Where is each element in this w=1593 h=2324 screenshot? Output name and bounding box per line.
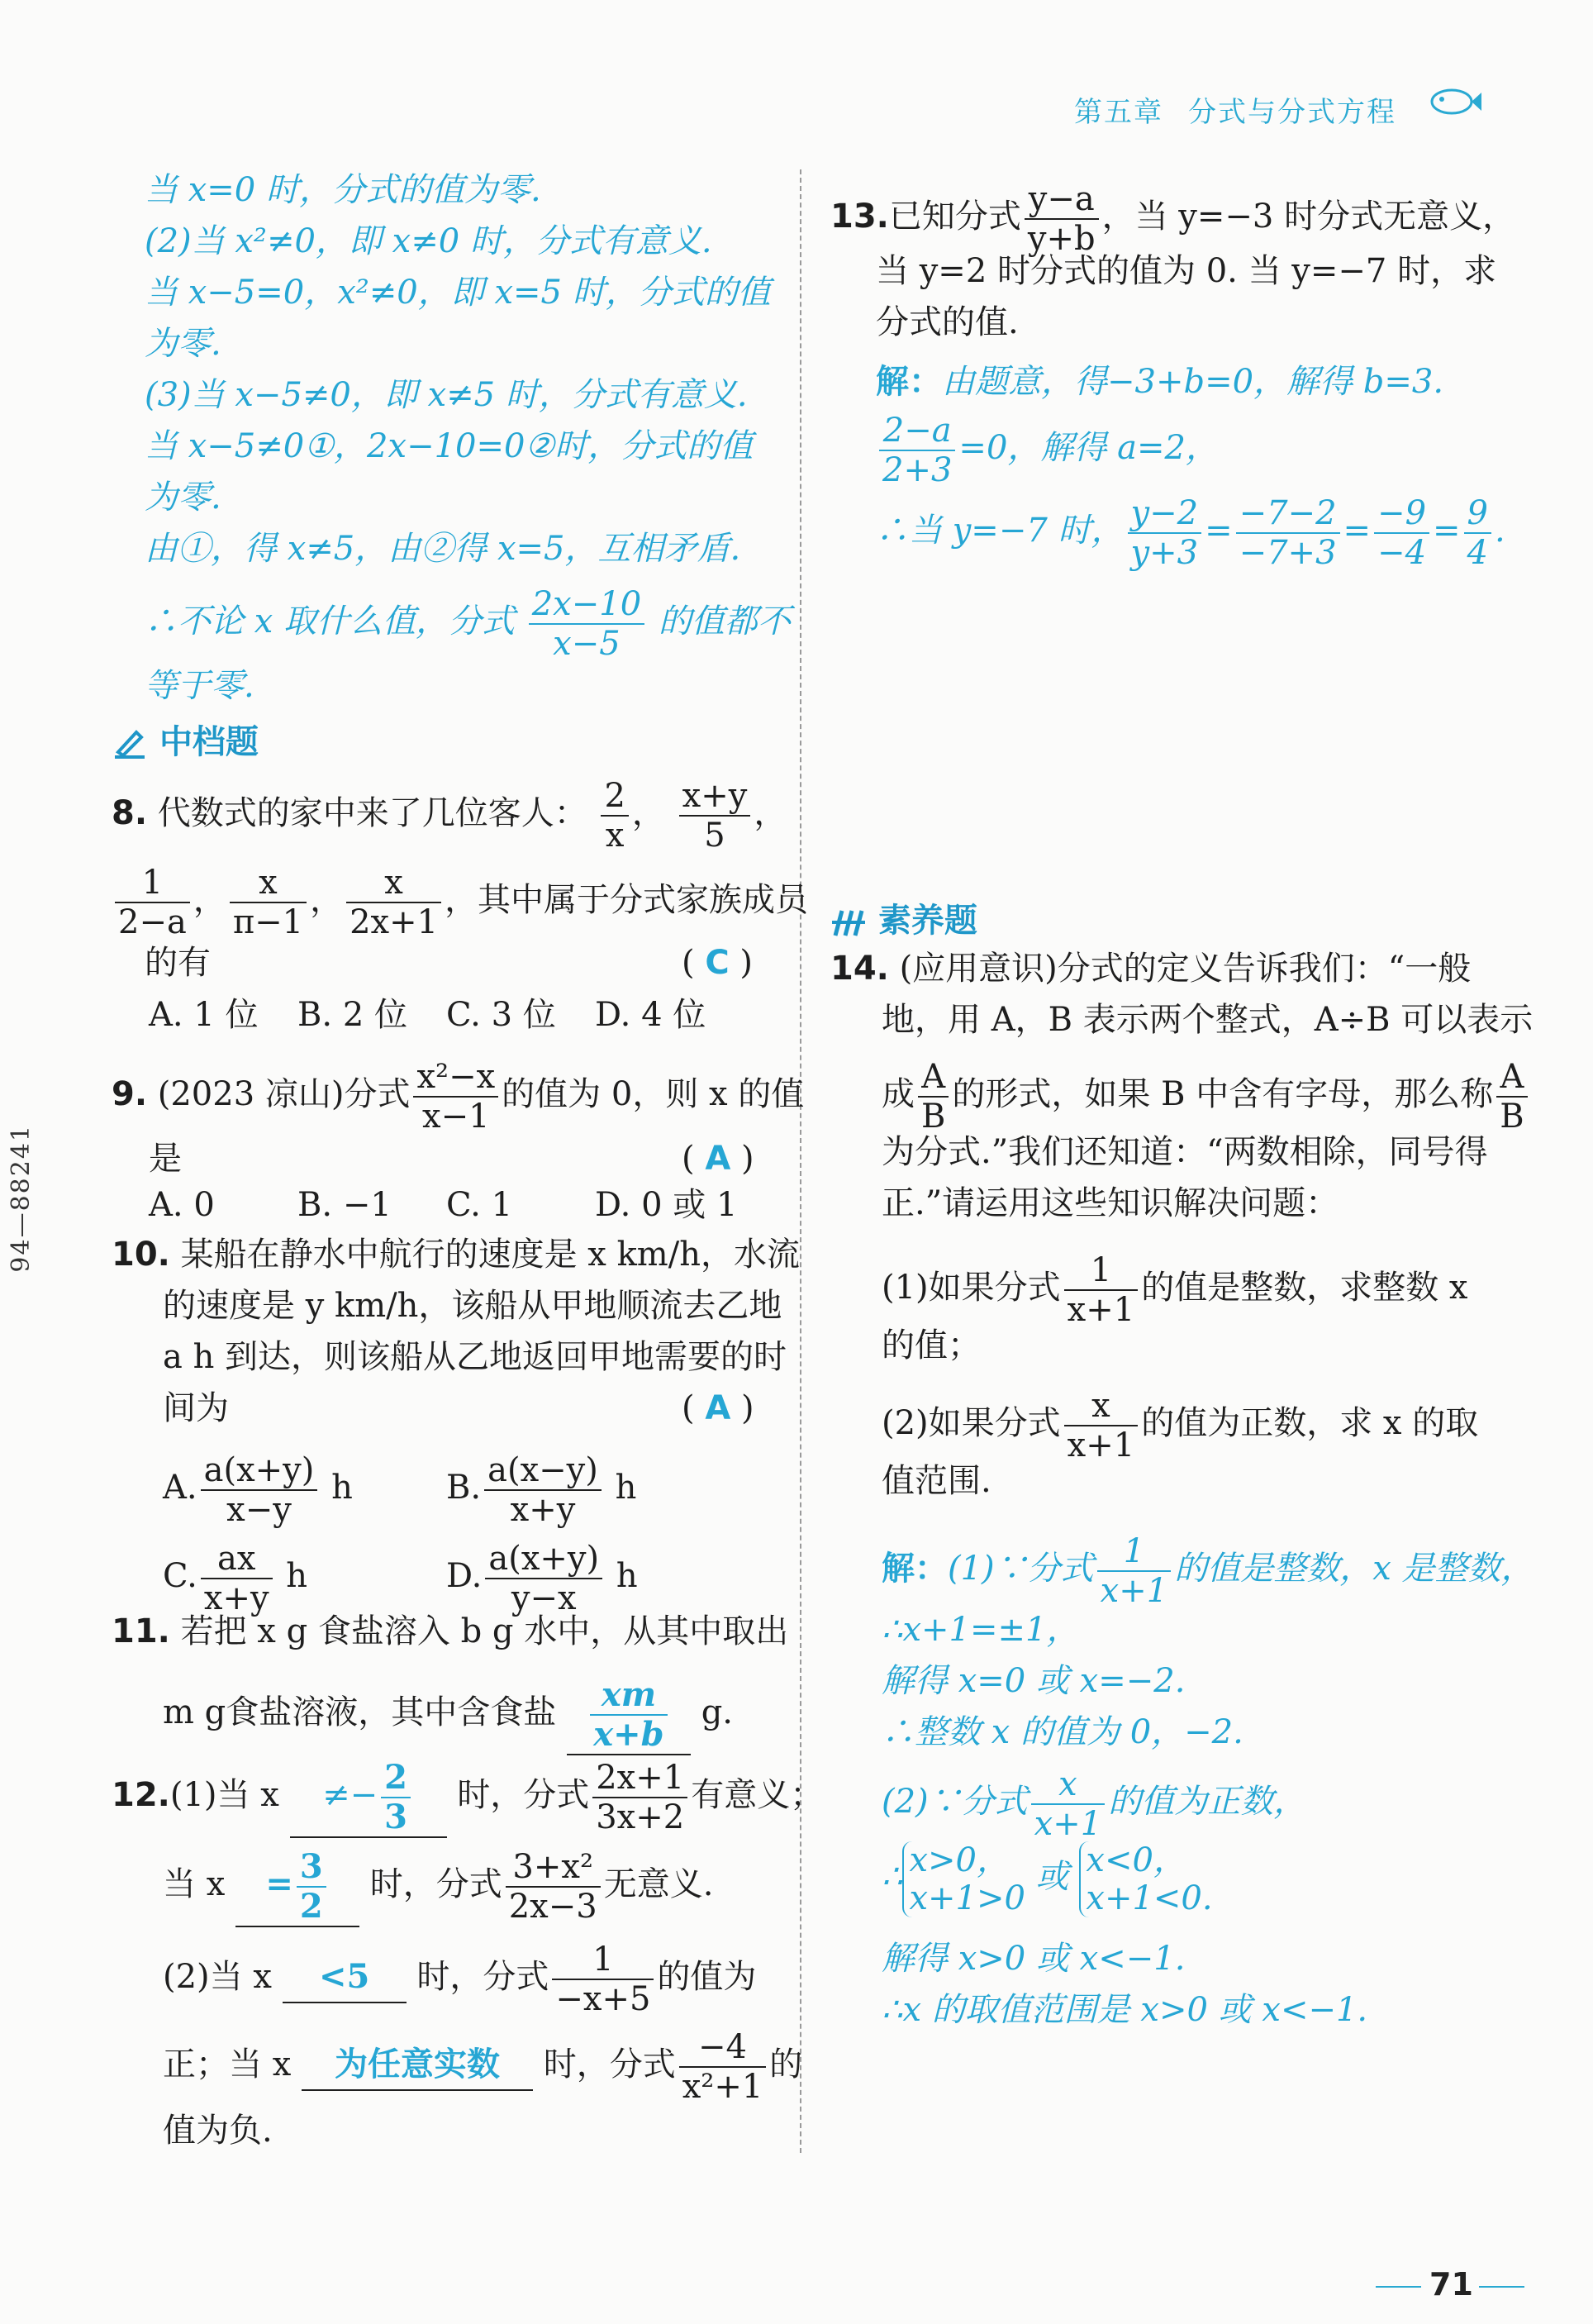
q10-option-b: B. $\frac{a(x-y)}{x+y}$ h — [446, 1451, 637, 1529]
q12-blank-1: ≠− $\frac{2}{3}$ — [290, 1759, 447, 1838]
q12-blank-2: = $\frac{3}{2}$ — [235, 1848, 359, 1927]
column-divider — [800, 169, 801, 2153]
q14-solution-4: ∴整数 x 的值为 0，−2. — [882, 1713, 1243, 1751]
sol-line: 为零. — [145, 325, 221, 363]
q10-number: 10. — [112, 1236, 170, 1274]
q10-option-d: D. $\frac{a(x+y)}{y-x}$ h — [446, 1540, 638, 1617]
pencil-icon — [112, 727, 148, 760]
q13-solution-1: 解：由题意，得−3+b=0，解得 b=3. — [876, 362, 1444, 401]
q8-option: A. 1 位 — [149, 996, 259, 1034]
fraction: $\frac{x+y}{5}$ — [679, 777, 751, 855]
chapter-label: 第五章 — [1074, 96, 1163, 129]
q8-option: B. 2 位 — [297, 996, 407, 1034]
sol-line: 为零. — [145, 479, 221, 517]
sol-line: 当 x−5≠0①，2x−10=0②时，分式的值 — [145, 427, 754, 465]
sol-line: 由①，得 x≠5，由②得 x=5，互相矛盾. — [145, 530, 741, 568]
q13-solution-2: $\frac{2-a}{2+3}$ =0，解得 a=2， — [876, 412, 1219, 489]
bars-icon — [830, 906, 867, 939]
q9-text: (2023 凉山)分式 — [157, 1075, 411, 1113]
q8-answer: ( C ) — [682, 944, 754, 982]
side-code: 94—88241 — [7, 1124, 36, 1273]
q12-blank-4: 为任意实数 — [302, 2040, 533, 2091]
q9-option: A. 0 — [149, 1186, 215, 1224]
q14-solution-6: 解得 x>0 或 x<−1. — [882, 1940, 1186, 1978]
q9-option: B. −1 — [297, 1186, 392, 1224]
fraction: $\frac{2x-10}{x-5}$ — [529, 585, 644, 663]
fraction: $\frac{2}{x}$ — [601, 777, 628, 855]
q14-solution-3: 解得 x=0 或 x=−2. — [882, 1662, 1186, 1700]
q14-solution-5: (2)∵分式 $\frac{x}{x+1}$ 的值为正数， — [882, 1765, 1307, 1843]
sol-line: ∴不论 x 取什么值，分式 $\frac{2x-10}{x-5}$ 的值都不 — [145, 585, 791, 663]
section-mid-label: 中档题 — [159, 723, 259, 761]
chapter-header — [1074, 89, 1396, 130]
q9-text-end: 是 — [149, 1140, 182, 1178]
page-number: 71 — [1429, 2266, 1473, 2303]
section-core-label: 素养题 — [877, 902, 977, 940]
q10-option-c: C. $\frac{ax}{x+y}$ h — [163, 1540, 308, 1617]
sol-line: 等于零. — [145, 667, 254, 705]
section-core — [830, 894, 977, 941]
q14-solution-system: ∴ x>0， x+1>0 或 x<0， x+1<0. — [882, 1841, 1213, 1917]
q13-number: 13. — [830, 198, 889, 236]
q8-option: D. 4 位 — [595, 996, 706, 1034]
sol-line: (2)当 x²≠0，即 x≠0 时，分式有意义. — [145, 222, 712, 260]
chapter-title: 分式与分式方程 — [1188, 96, 1396, 129]
page-number-rule — [1479, 2286, 1524, 2288]
q14-number: 14. — [830, 950, 889, 988]
q10-answer: ( A ) — [682, 1389, 754, 1427]
sol-line: 当 x=0 时，分式的值为零. — [145, 171, 541, 209]
fraction: $\frac{\text{x²−x}}{x-1}$ — [413, 1058, 498, 1136]
page-number-rule — [1376, 2286, 1421, 2288]
q9-number: 9. — [112, 1075, 148, 1113]
q8-number: 8. — [112, 794, 148, 832]
q14-solution-2: ∴x+1=±1， — [882, 1611, 1080, 1649]
sol-line: 当 x−5=0，x²≠0，即 x=5 时，分式的值 — [145, 274, 771, 312]
fish-icon — [1425, 81, 1483, 122]
q11-number: 11. — [112, 1612, 170, 1650]
q12-blank-3: <5 — [283, 1952, 407, 2003]
sol-line: (3)当 x−5≠0，即 x≠5 时，分式有意义. — [145, 376, 748, 414]
fraction: $\frac{x}{\pi-1}$ — [230, 864, 307, 941]
fraction: $\frac{x}{2x+1}$ — [346, 864, 441, 941]
q8-option: C. 3 位 — [446, 996, 556, 1034]
q11-blank: $\frac{xm}{x+b}$ — [567, 1676, 691, 1755]
q10-option-a: A. $\frac{a(x+y)}{x-y}$ h — [163, 1451, 353, 1529]
q8-text: 代数式的家中来了几位客人： — [157, 794, 587, 832]
q14-solution-1: 解：(1)∵分式 $\frac{1}{x+1}$ 的值是整数，x 是整数， — [882, 1532, 1534, 1610]
workbook-page: 第五章 分式与分式方程 当 x=0 时，分式的值为零. (2)当 x²≠0，即 x≠0 时，分式有意义. 当 x−5=0，x²≠0，即 x=5 时，分式的值 为零. (3)当 x−5≠0，即 x≠5 时，分式有意义. 当 x−5≠0①，2x−10=0②时，分式的值 为零. 由①，得 x≠5，由②得 x=5，互相矛盾. ∴不论 x 取什么值，分式 $\frac{2x-10}{x-5}$ 的值都不 等于零. 中档题 8. 代数式的家中来了几位客人： $\frac{2}{x}$ ， $\frac{x+y}{5}$ ， $\frac{1}{2-a}$ ， $\frac{x}{\pi-1}$ ， $\frac{x}{2x+1}$ ，其中属于分式家族成员 的有 ( C ) A. 1 位 B. 2 位 C. 3 位 D. 4 位 9. (2023 凉山)分式 $\frac{\text{x²−x}}{x-1}$ 的值为 0，则 x 的值 是 ( A ) A. 0 B. −1 C. 1 D. 0 或 1 10. 某船在静水中航行的速度是 x km/h，水流 的速度是 y km/h，该船从甲地顺流去乙地 a h 到达，则该船从乙地返回甲地需要的时 间为 ( A ) A. $\frac{a(x+y)}{x-y}$ h B. $\frac{a(x-y)}{x+y}$ h C. $\frac{ax}{x+y}$ h D. $\frac{a(x+y)}{y-x}$ h 11. 若把 x g 食盐溶入 b g 水中，从其中取出 m g食盐溶液，其中含食盐 $\frac{xm}{x+b}$ g. 12.(1)当 x ≠− $\frac{2}{3}$ 时，分式 $\frac{2x+1}{3x+2}$ 有意义； 当 x = $\frac{3}{2}$ 时，分式 $\frac{\text{3+x²}}{2x-3}$ 无意义. (2)当 x <5 时，分式 $\frac{1}{-x+5}$ 的值为 正；当 x 为任意实数 时，分式 $\frac{-4}{\text{x²+1}}$ 的 值为负. 13.已知分式 $\frac{y-a}{y+b}$ ，当 y=−3 时分式无意义， 当 y=2 时分式的值为 0. 当 y=−7 时，求 分式的值. 解：由题意，得−3+b=0，解得 b=3. $\frac{2-a}{2+3}$ =0，解得 a=2， ∴当 y=−7 时， $\frac{y-2}{y+3}$ = $\frac{-7-2}{-7+3}$ = $\frac{-9}{-4}$ = $\frac{9}{4}$ . 素养题 14. (应用意识)分式的定义告诉我们：“一般 地，用 A，B 表示两个整式，A÷B 可以表示 成 $\frac{A}{B}$ 的形式，如果 B 中含有字母，那么称 $\frac{A}{B}$ 为分式.”我们还知道：“两数相除，同号得 正.”请运用这些知识解决问题： (1)如果分式 $\frac{1}{x+1}$ 的值是整数，求整数 x 的值； (2)如果分式 $\frac{x}{x+1}$ 的值为正数，求 x 的取 值范围. 解：(1)∵分式 $\frac{1}{x+1}$ 的值是整数，x 是整数， ∴x+1=±1， 解得 x=0 或 x=−2. ∴整数 x 的值为 0，−2. (2)∵分式 $\frac{x}{x+1}$ 的值为正数， ∴ x>0， x+1>0 或 x<0， x+1<0. 解得 x>0 或 x<−1. ∴x 的取值范围是 x>0 或 x<−1. 94—88241 71 — [0, 0, 1593, 2324]
q13-solution-3: ∴当 y=−7 时， $\frac{y-2}{y+3}$ = $\frac{-7-2}{-7+3}$ = $\frac{-9}{-4}$ = $\frac{9}{4}$ . — [876, 494, 1505, 572]
section-mid — [112, 716, 259, 763]
fraction: $\frac{1}{2-a}$ — [115, 864, 190, 941]
q9-answer: ( A ) — [682, 1140, 754, 1178]
q9-option: C. 1 — [446, 1186, 513, 1224]
q9-option: D. 0 或 1 — [595, 1186, 738, 1224]
q8-text-end: 的有 — [145, 944, 211, 982]
q12-number: 12. — [112, 1776, 170, 1814]
q14-solution-7: ∴x 的取值范围是 x>0 或 x<−1. — [882, 1991, 1368, 2029]
